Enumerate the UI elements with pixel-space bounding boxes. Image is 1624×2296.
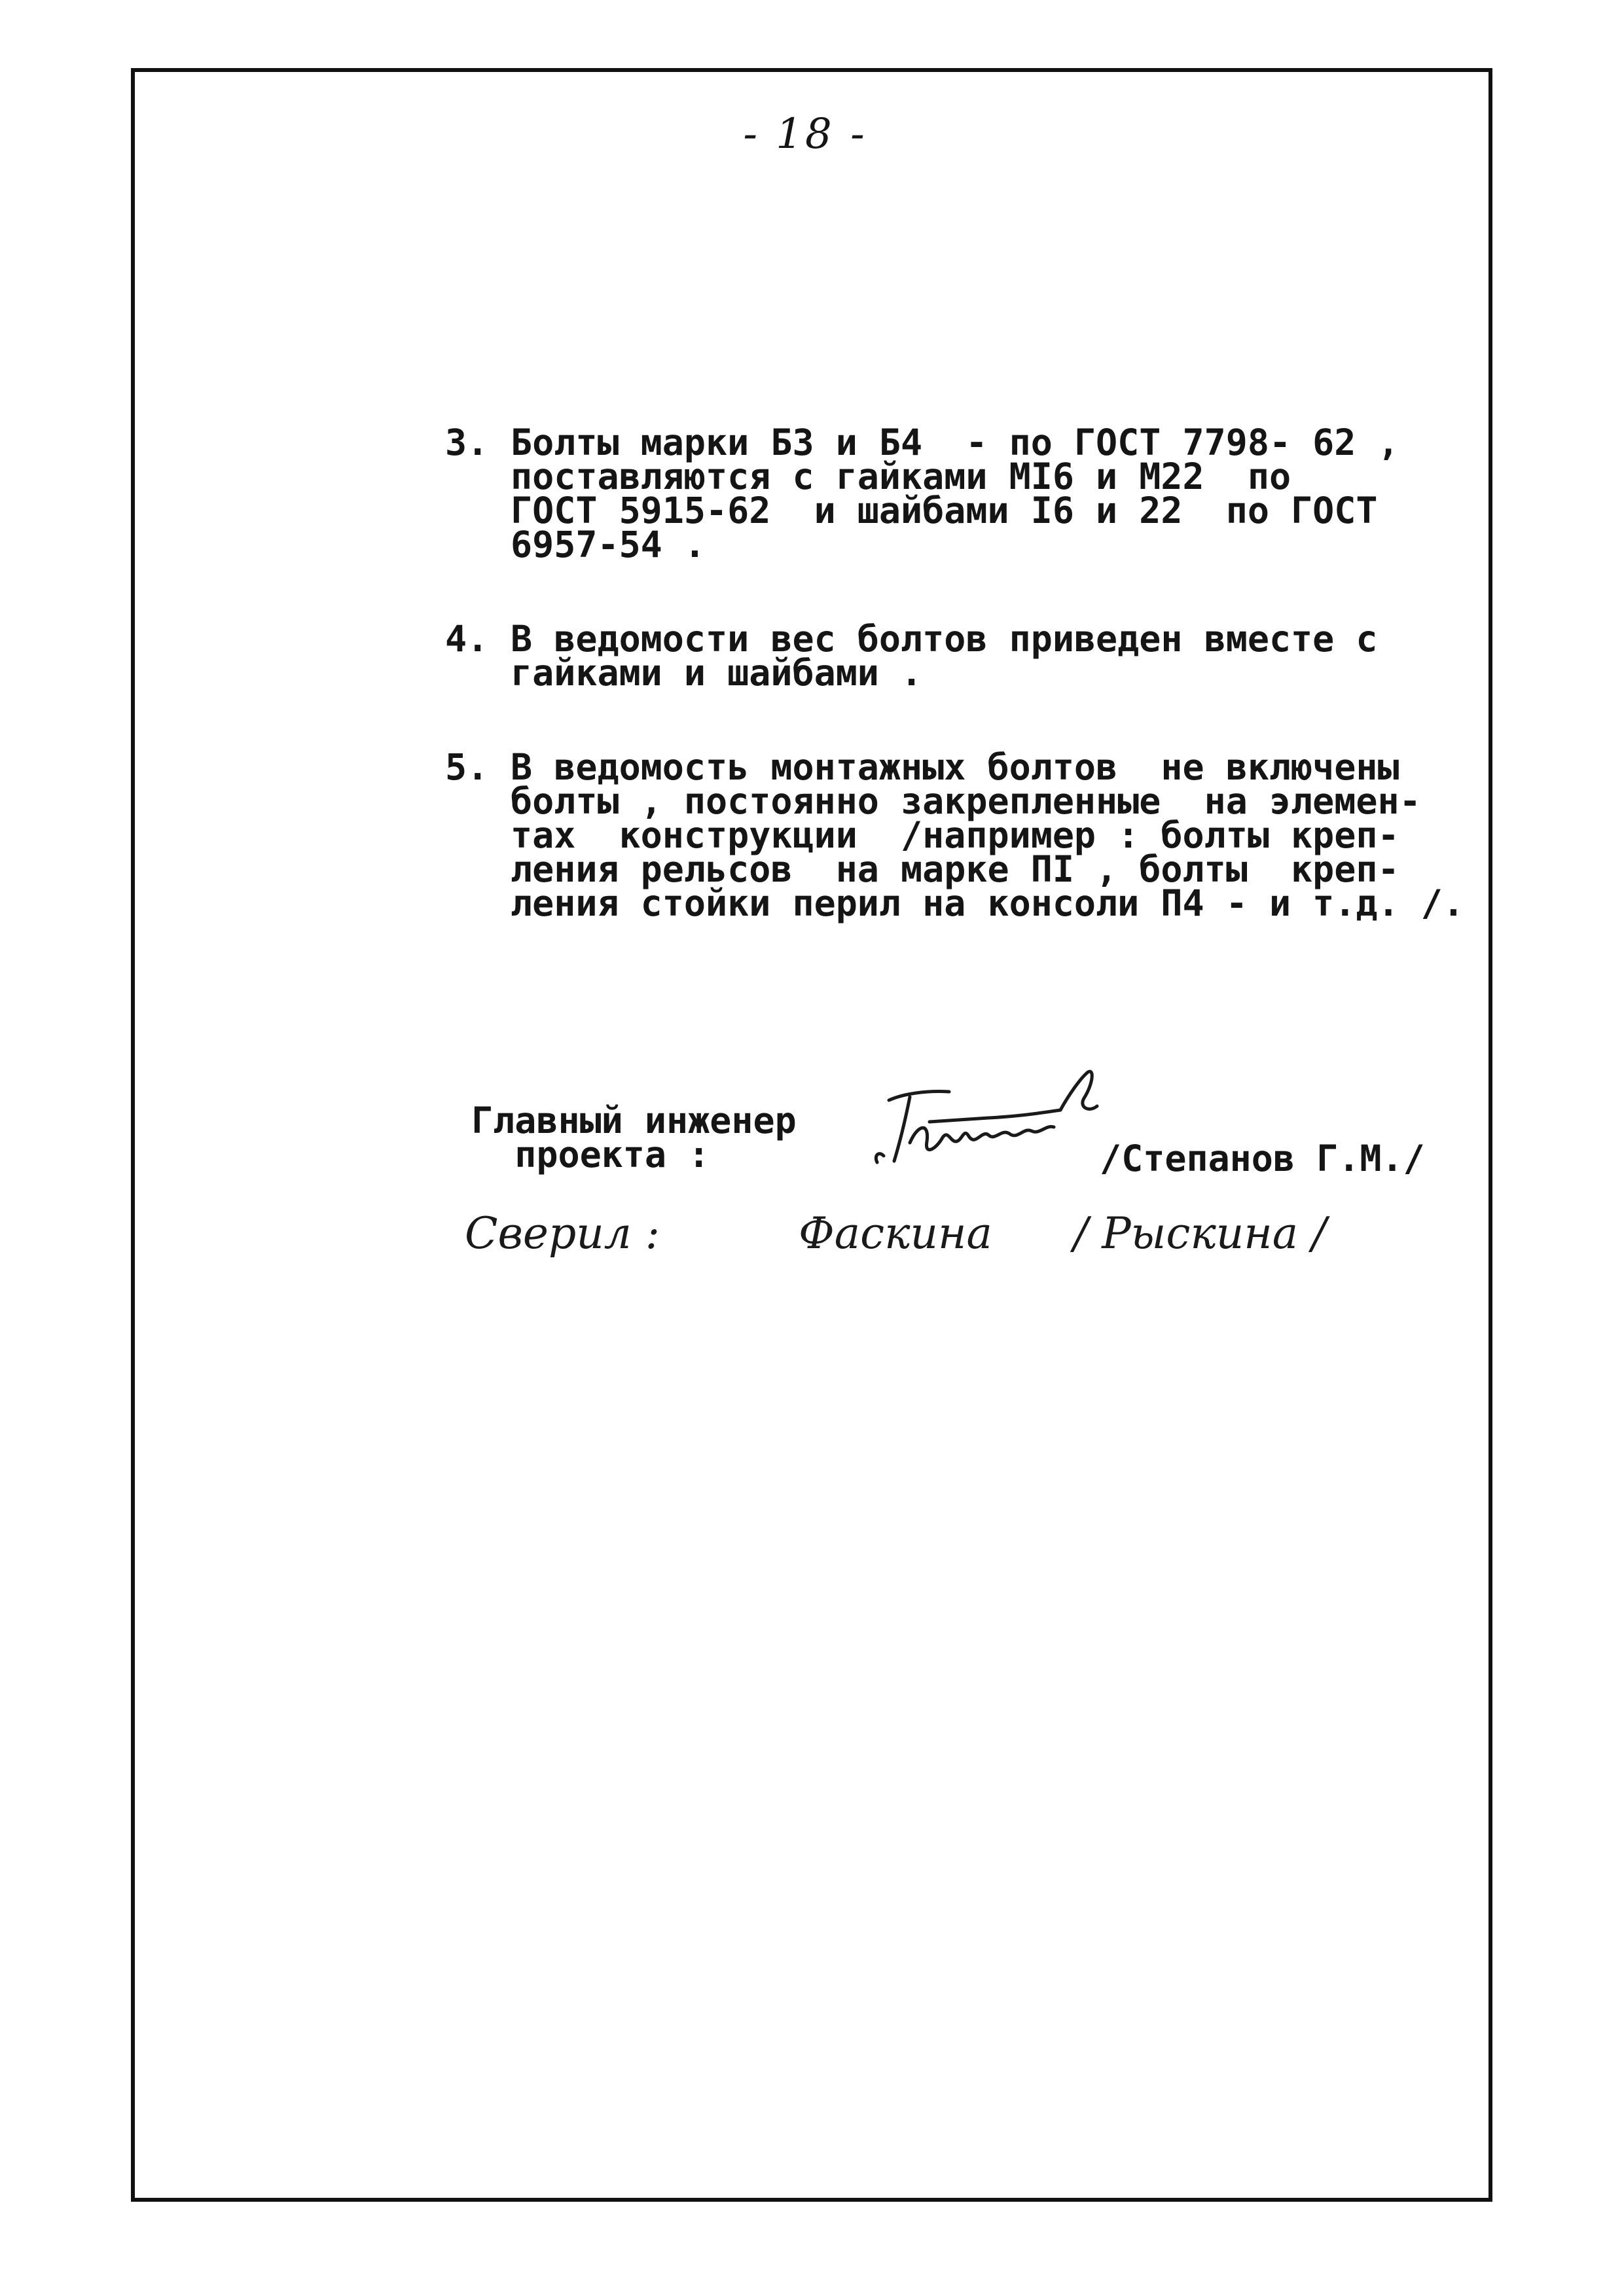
note-item [445, 746, 1464, 924]
note-line: ГОСТ 5915-62 и шайбами I6 и 22 по ГОСТ [511, 490, 1378, 531]
note-item [445, 422, 1453, 565]
note-number: 5. [445, 746, 489, 788]
note-line: поставляются с гайками МI6 и M22 по [511, 456, 1291, 497]
checked-signature: Фаскина [799, 1208, 992, 1259]
checked-label: Сверил : [465, 1208, 660, 1259]
note-line: В ведомость монтажных болтов не включены [511, 746, 1399, 788]
note-number: 3. [445, 422, 489, 463]
notes-list [445, 422, 1464, 980]
title-line: проекта : [471, 1134, 710, 1175]
note-line: В ведомости вес болтов приведен вместе с [511, 618, 1378, 660]
checked-name: / Рыскина / [1074, 1208, 1327, 1259]
note-line: Болты марки БЗ и Б4 - по ГОСТ 7798- 62 , [511, 422, 1399, 463]
signature-block [465, 1100, 1479, 1326]
note-line: болты , постоянно закрепленные на элемен- [511, 780, 1421, 822]
chief-engineer-signature [864, 1064, 1113, 1175]
note-line: гайками и шайбами . [511, 652, 923, 694]
note-line: ления стойки перил на консоли П4 - и т.д. /. [511, 882, 1464, 924]
chief-engineer-name: /Степанов Г.М./ [1100, 1138, 1425, 1179]
title-line: Главный инженер [471, 1100, 797, 1141]
note-line: ления рельсов на марке ПI , болты креп- [511, 848, 1399, 890]
chief-engineer-title [471, 1100, 797, 1175]
note-line: тах конструкции /например : болты креп- [511, 814, 1399, 856]
note-item [445, 618, 1453, 694]
note-line: 6957-54 . [511, 524, 706, 565]
page-number: - 18 - [743, 110, 867, 158]
note-number: 4. [445, 618, 489, 660]
